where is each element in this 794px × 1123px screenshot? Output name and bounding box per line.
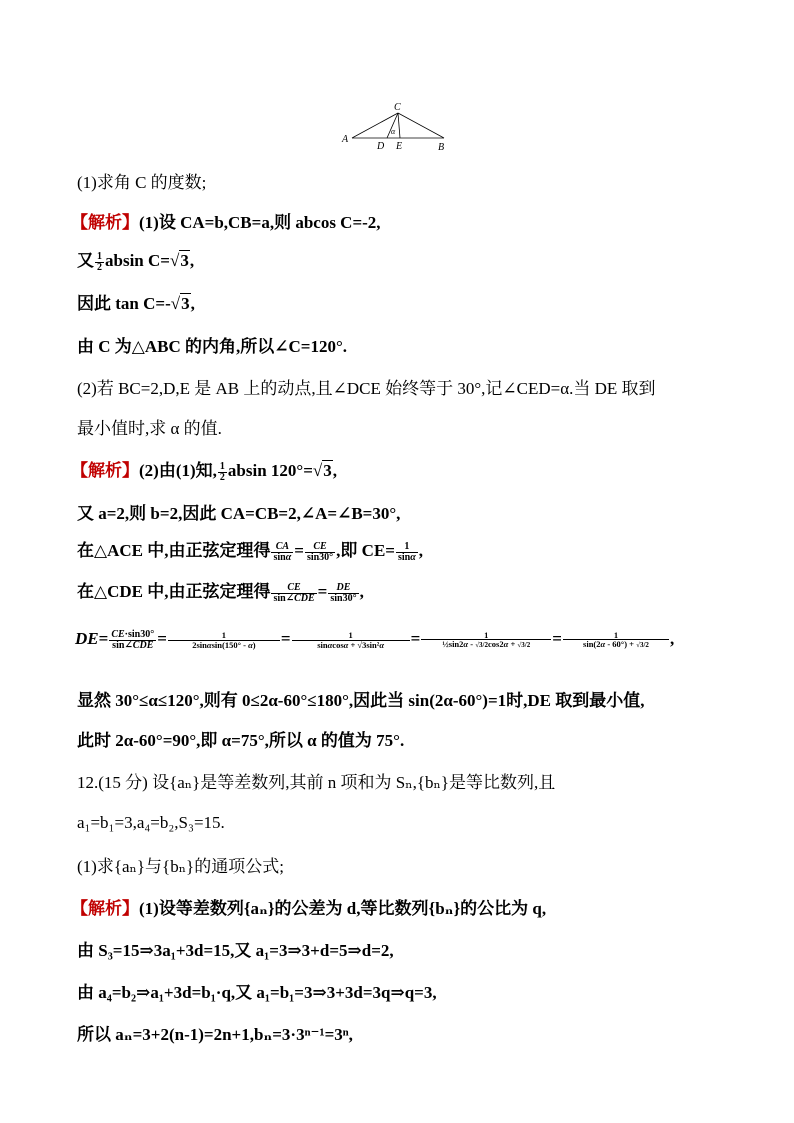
problem-12-line-1: 12.(15 分) 设{aₙ}是等差数列,其前 n 项和为 Sₙ,{bₙ}是等比数列,且: [77, 773, 556, 792]
analysis-3-line-1: 【解析】(1)设等差数列{aₙ}的公差为 d,等比数列{bₙ}的公比为 q,: [71, 899, 547, 918]
triangle-figure: [340, 98, 460, 156]
analysis-3-line-3: 由 a₄=b₂⇒a₁+3d=b₁·q,又 a₁=b₁=3⇒3+3d=3q⇒q=3,: [77, 983, 437, 1002]
question-1: (1)求角 C 的度数;: [77, 173, 207, 192]
analysis-2-line-6: 显然 30°≤α≤120°,则有 0≤2α-60°≤180°,因此当 sin(2α-60°)=1时,DE 取到最小值,: [77, 691, 645, 710]
analysis-1-line-1: 【解析】(1)设 CA=b,CB=a,则 abcos C=-2,: [71, 213, 381, 232]
analysis-2-line-7: 此时 2α-60°=90°,即 α=75°,所以 α 的值为 75°.: [77, 731, 405, 750]
analysis-3-line-2: 由 S₃=15⇒3a₁+3d=15,又 a₁=3⇒3+d=5⇒d=2,: [77, 941, 394, 960]
analysis-1-line-2: 又 $\frac{1}{2}$ absin C=√3,: [77, 250, 195, 273]
analysis-1-line-3: 因此 tan C=-√3,: [77, 294, 195, 313]
analysis-2-line-5-de-expression: DE= $\frac{CE\cdot\sin 30^\circ}{\text{sin∠CDE}}$ = $\frac{1}{2\sin\alpha\sin(150^\circ - \alpha)}$ = $\frac{1}{\text{sinαcosα + √3sin²α}}$ = $\frac{1}{\text{½sin2α - √3/2cos2α + √3/2}}$ = $\frac{1}{\sin(2\alpha - 60^\circ) + √3/2}$ ,: [75, 628, 675, 651]
segment-ce: [398, 113, 400, 138]
label-alpha: α: [391, 127, 396, 136]
analysis-3-line-4: 所以 aₙ=3+2(n-1)=2n+1,bₙ=3·3ⁿ⁻¹=3ⁿ,: [77, 1025, 353, 1044]
label-a: A: [342, 134, 349, 145]
label-c: C: [394, 102, 401, 113]
problem-12-line-2: a₁=b₁=3,a₄=b₂,S₃=15.: [77, 813, 225, 832]
analysis-tag: 【解析】: [71, 213, 139, 232]
analysis-1-line-4: 由 C 为△ABC 的内角,所以∠C=120°.: [77, 337, 347, 356]
analysis-2-line-1: 【解析】(2)由(1)知, $\frac{1}{2}$ absin 120°=√3,: [71, 460, 337, 483]
fraction-half: $\frac{1}{2}$: [97, 250, 102, 273]
problem-12-question-1: (1)求{aₙ}与{bₙ}的通项公式;: [77, 857, 284, 876]
fraction-ca-over-sin: $\frac{CA}{\sin\alpha}$: [273, 540, 292, 563]
analysis-2-line-4: 在△CDE 中,由正弦定理得 $\frac{CE}{\text{sin∠CDE}}$ = $\frac{DE}{\sin 30^\circ}$ ,: [77, 581, 364, 604]
analysis-2-line-3: 在△ACE 中,由正弦定理得 $\frac{CA}{\sin\alpha}$ = $\frac{CE}{\sin 30^\circ}$ ,即 CE= $\frac{1}{\sin\alpha}$ ,: [77, 540, 424, 563]
label-d: D: [377, 141, 385, 152]
question-2-line-2: 最小值时,求 α 的值.: [77, 419, 222, 438]
label-e: E: [396, 141, 403, 152]
analysis-2-line-2: 又 a=2,则 b=2,因此 CA=CB=2,∠A=∠B=30°,: [77, 504, 401, 523]
side-cb: [398, 113, 444, 138]
label-b: B: [438, 142, 445, 153]
question-2-line-1: (2)若 BC=2,D,E 是 AB 上的动点,且∠DCE 始终等于 30°,记∠CED=α.当 DE 取到: [77, 379, 656, 398]
